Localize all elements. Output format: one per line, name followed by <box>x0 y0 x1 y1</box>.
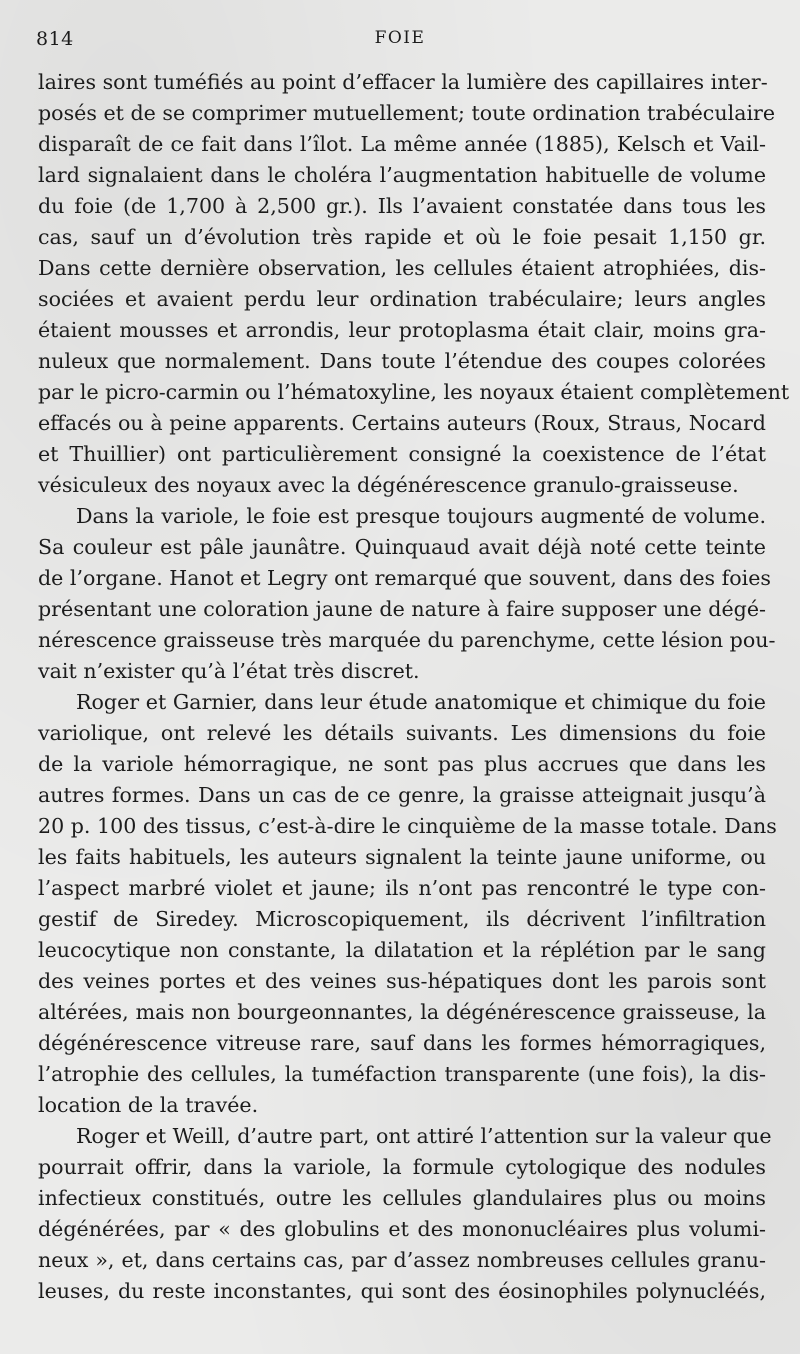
text-line: leuses, du reste inconstantes, qui sont des éosinophiles polynucléés, <box>38 1279 766 1303</box>
text-line: Dans la variole, le foie est presque toujours augmenté de volume. <box>76 504 766 528</box>
running-title: FOIE <box>374 28 426 48</box>
page-number: 814 <box>36 28 74 50</box>
text-line: variolique, ont relevé les détails suivants. Les dimensions du foie <box>38 721 766 745</box>
text-line: sociées et avaient perdu leur ordination trabéculaire; leurs angles <box>38 287 766 311</box>
text-line: altérées, mais non bourgeonnantes, la dégénérescence graisseuse, la <box>38 1000 766 1024</box>
text-line: des veines portes et des veines sus-hépatiques dont les parois sont <box>38 969 766 993</box>
text-line: nérescence graisseuse très marquée du parenchyme, cette lésion pou- <box>38 628 776 652</box>
text-line: par le picro-carmin ou l’hématoxyline, les noyaux étaient complètement <box>38 380 790 404</box>
text-line: disparaît de ce fait dans l’îlot. La même année (1885), Kelsch et Vail- <box>38 132 766 156</box>
text-line: et Thuillier) ont particulièrement consigné la coexistence de l’état <box>38 442 766 466</box>
text-line: de l’organe. Hanot et Legry ont remarqué que souvent, dans des foies <box>38 566 771 590</box>
text-line: posés et de se comprimer mutuellement; toute ordination trabéculaire <box>38 101 776 125</box>
text-line: pourrait offrir, dans la variole, la formule cytologique des nodules <box>38 1155 766 1179</box>
text-line: vait n’exister qu’à l’état très discret. <box>38 659 420 683</box>
text-line: neux », et, dans certains cas, par d’assez nombreuses cellules granu- <box>38 1248 766 1272</box>
text-line: leucocytique non constante, la dilatation et la réplétion par le sang <box>38 938 766 962</box>
text-line: étaient mousses et arrondis, leur protoplasma était clair, moins gra- <box>38 318 766 342</box>
text-line: de la variole hémorragique, ne sont pas plus accrues que dans les <box>38 752 766 776</box>
body-text <box>38 67 790 1307</box>
text-line: vésiculeux des noyaux avec la dégénérescence granulo-graisseuse. <box>38 473 739 497</box>
text-line: effacés ou à peine apparents. Certains auteurs (Roux, Straus, Nocard <box>38 411 766 435</box>
text-line: du foie (de 1,700 à 2,500 gr.). Ils l’avaient constatée dans tous les <box>38 194 766 218</box>
text-line: Dans cette dernière observation, les cellules étaient atrophiées, dis- <box>38 256 766 280</box>
text-line: location de la travée. <box>38 1093 259 1117</box>
text-line: 20 p. 100 des tissus, c’est-à-dire le cinquième de la masse totale. Dans <box>38 814 777 838</box>
text-line: Roger et Weill, d’autre part, ont attiré l’attention sur la valeur que <box>76 1124 772 1148</box>
text-line: Sa couleur est pâle jaunâtre. Quinquaud avait déjà noté cette teinte <box>38 535 766 559</box>
text-line: l’aspect marbré violet et jaune; ils n’ont pas rencontré le type con- <box>38 876 766 900</box>
text-line: nuleux que normalement. Dans toute l’étendue des coupes colorées <box>38 349 766 373</box>
text-line: autres formes. Dans un cas de ce genre, la graisse atteignait jusqu’à <box>38 783 766 807</box>
text-line: dégénérescence vitreuse rare, sauf dans les formes hémorragiques, <box>38 1031 766 1055</box>
text-line: lard signalaient dans le choléra l’augmentation habituelle de volume <box>38 163 766 187</box>
text-line: présentant une coloration jaune de nature à faire supposer une dégé- <box>38 597 766 621</box>
text-line: cas, sauf un d’évolution très rapide et où le foie pesait 1,150 gr. <box>38 225 766 249</box>
text-line: dégénérées, par « des globulins et des mononucléaires plus volumi- <box>38 1217 766 1241</box>
text-line: l’atrophie des cellules, la tuméfaction transparente (une fois), la dis- <box>38 1062 766 1086</box>
running-head <box>36 28 764 58</box>
text-line: infectieux constitués, outre les cellules glandulaires plus ou moins <box>38 1186 766 1210</box>
text-line: les faits habituels, les auteurs signalent la teinte jaune uniforme, ou <box>38 845 766 869</box>
text-line: gestif de Siredey. Microscopiquement, ils décrivent l’infiltration <box>38 907 766 931</box>
text-line: Roger et Garnier, dans leur étude anatomique et chimique du foie <box>76 690 766 714</box>
text-line: laires sont tuméfiés au point d’effacer la lumière des capillaires inter- <box>38 70 768 94</box>
